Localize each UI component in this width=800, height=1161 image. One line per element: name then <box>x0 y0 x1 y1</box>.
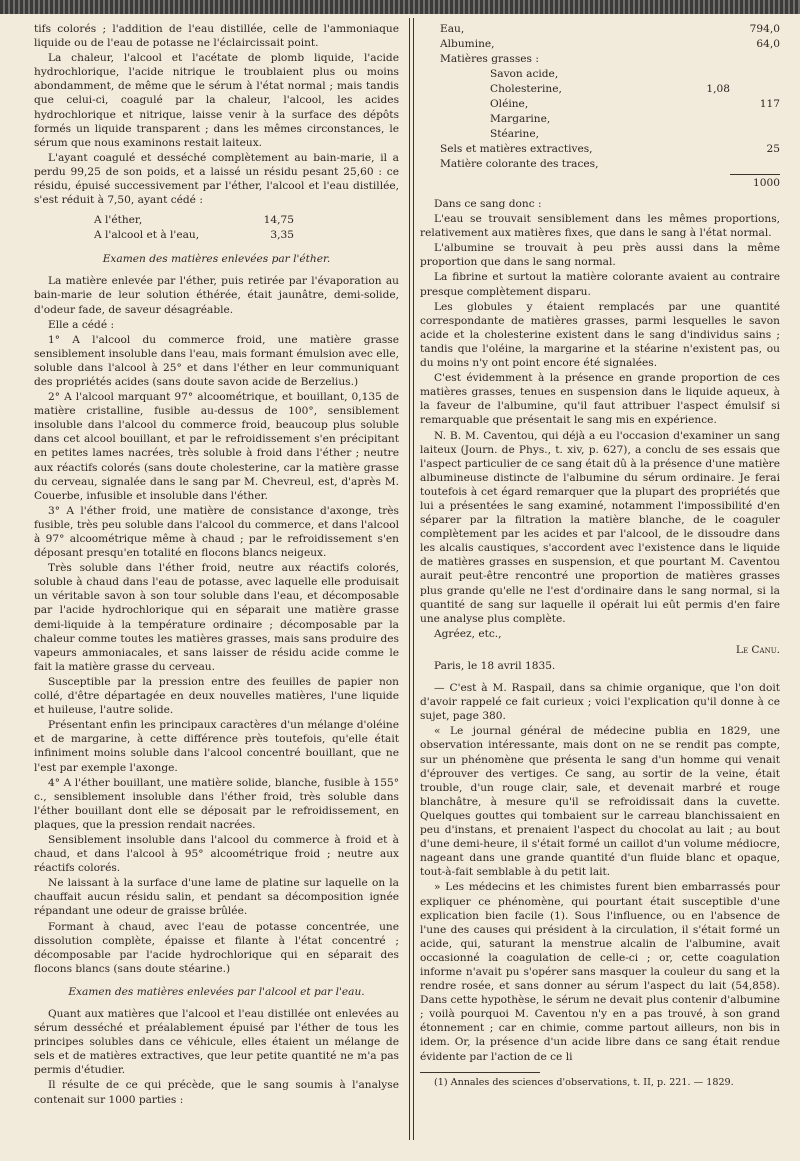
table-value: 117 <box>759 98 780 110</box>
paragraph: L'eau se trouvait sensiblement dans les mêmes proportions, relativement aux matières fixes, que dans le sang à l'état normal. <box>420 213 780 240</box>
paragraph: C'est évidemment à la présence en grande proportion de ces matières grasses, tenues en suspension dans le liquide aqueux, à la faveur de l'albumine, qu'il faut attribuer l'aspect émulsif si remarquable que présentait le sang mis en expérience. <box>420 372 780 427</box>
table-label: Matières grasses : <box>440 53 539 65</box>
residue-label: A l'éther, <box>94 214 143 227</box>
paragraph: Ne laissant à la surface d'une lame de platine sur laquelle on la chauffait aucun résidu salin, et pendant sa décomposition ignée répandant une odeur de graisse brûlée. <box>34 877 399 918</box>
table-label: Margarine, <box>490 113 551 125</box>
section-heading: Examen des matières enlevées par l'éther. <box>102 253 331 266</box>
paragraph: La fibrine et surtout la matière colorante avaient au contraire presque complètement disparu. <box>420 271 780 298</box>
table-label: Cholesterine, <box>490 83 562 95</box>
paragraph: Elle a cédé : <box>48 318 115 331</box>
table-value: 794,0 <box>749 23 780 35</box>
table-label: Savon acide, <box>490 68 559 80</box>
paragraph: La chaleur, l'alcool et l'acétate de plomb liquide, l'acide hydrochlorique, l'acide nitrique le troublaient plus ou moins abondamment, de même que le sérum à l'état normal ; mais tandis que celui-ci, coagulé par la chaleur, l'alcool, les acides hydrochlorique et nitrique, laisse venir à la surface des dépôts formés un liquide transparent ; dans les mêmes circonstances, le sérum que nous examinons restait laiteux. <box>34 52 399 149</box>
paragraph: Quant aux matières que l'alcool et l'eau distillée ont enlevées au sérum desséché et préalablement épuisé par l'éther de tous les principes solubles dans ce véhicule, elles étaient un mélange de sels et de matières extractives, que leur petite quantité ne m'a pas permis d'étudier. <box>34 1008 399 1077</box>
paragraph: N. B. M. Caventou, qui déjà a eu l'occasion d'examiner un sang laiteux (Journ. de Phys., t. xiv, p. 627), a conclu de ses essais que l'aspect particulier de ce sang était dû à la présence d'une matière albumineuse distincte de l'albumine du sérum ordinaire. Je ferai toutefois à cet égard remarquer que la plupart des propriétés que lui a présentées le sang examiné, notamment l'impossibilité d'en séparer par la filtration la matière blanche, de le coaguler complètement par les acides et par l'alcool, de le dissoudre dans les alcalis caustiques, s'accordent avec l'existence dans le liquide de matières grasses en suspension, et que pourtant M. Caventou aurait peut-être rencontré une proportion de matières grasses plus grande qu'elle ne l'est d'ordinaire dans le sang normal, si la quantité de sang sur laquelle il opérait lui eût permis d'en faire une analyse plus complète. <box>420 429 780 625</box>
footnote-rule <box>420 1072 540 1073</box>
signature: Le Canu. <box>735 643 780 656</box>
residue-table <box>94 213 294 243</box>
paragraph: L'ayant coagulé et desséché complètement au bain-marie, il a perdu 99,25 de son poids, et a laissé un résidu pesant 25,60 : ce résidu, épuisé successivement par l'éther, l'alcool et l'eau distillée, s'est réduit à 7,50, ayant cédé : <box>34 151 399 207</box>
paragraph: Susceptible par la pression entre des feuilles de papier non collé, d'être départagée en deux nouvelles matières, l'une liquide et huileuse, l'autre solide. <box>34 675 399 717</box>
paragraph: La matière enlevée par l'éther, puis retirée par l'évaporation au bain-marie de leur solution éthérée, était jaunâtre, demi-solide, d'odeur fade, de saveur désagréable. <box>34 275 399 316</box>
top-border <box>0 0 800 14</box>
paragraph: 4° A l'éther bouillant, une matière solide, blanche, fusible à 155° c., sensiblement insoluble dans l'éther froid, très soluble dans l'éther bouillant dont elle se déposait par le refroidissement, en plaques, que la pression rendait nacrées. <box>34 776 399 831</box>
dateline: Paris, le 18 avril 1835. <box>434 660 556 672</box>
paragraph: 3° A l'éther froid, une matière de consistance d'axonge, très fusible, très peu soluble dans l'alcool du commerce, et dans l'alcool à 97° alcoométrique même à chaud ; par le refroidissement s'en déposant presqu'en totalité en flocons blancs neigeux. <box>34 504 399 560</box>
paragraph: Formant à chaud, avec l'eau de potasse concentrée, une dissolution complète, épaisse et filante à l'état concentré ; décomposable par l'acide hydrochlorique qui en séparait des flocons blancs (sans doute stéarine.) <box>34 920 399 975</box>
left-column <box>34 22 399 1132</box>
composition-table <box>420 22 780 191</box>
paragraph: — C'est à M. Raspail, dans sa chimie organique, que l'on doit d'avoir rappelé ce fait curieux ; voici l'explication qu'il donne à ce sujet, page 380. <box>420 682 780 723</box>
table-label: Matière colorante des traces, <box>440 158 599 170</box>
paragraph: tifs colorés ; l'addition de l'eau distillée, celle de l'ammoniaque liquide ou de l'eau de potasse ne l'éclaircissait point. <box>34 23 399 50</box>
paragraph: Très soluble dans l'éther froid, neutre aux réactifs colorés, soluble à chaud dans l'eau de potasse, avec laquelle elle produisait un véritable savon à son tour soluble dans l'eau, et décomposable par l'acide hydrochlorique qui en séparait une matière grasse demi-liquide à la température ordinaire ; décomposable par la chaleur comme toutes les matières grasses, mais sans produire des vapeurs ammoniacales, et sans laisser de résidu acide comme le fait la matière grasse du cerveau. <box>34 562 399 673</box>
table-value: 64,0 <box>756 38 780 50</box>
right-column <box>420 22 780 1142</box>
table-value: 1,08 <box>706 83 730 95</box>
table-label: Albumine, <box>440 38 495 50</box>
paragraph: 2° A l'alcool marquant 97° alcoométrique, et bouillant, 0,135 de matière cristalline, fusible au-dessus de 100°, sensiblement insoluble dans l'alcool du commerce froid, beaucoup plus soluble dans cet alcool bouillant, et par le refroidissement s'en précipitant en petites lames nacrées, très soluble à froid dans l'éther ; neutre aux réactifs colorés (sans doute cholesterine, car la matière grasse du cerveau, signalée dans le sang par M. Chevreul, est, d'après M. Couerbe, infusible et insoluble dans l'éther. <box>34 391 399 502</box>
paragraph: L'albumine se trouvait à peu près aussi dans la même proportion que dans le sang normal. <box>420 242 780 269</box>
residue-value: 14,75 <box>263 214 294 227</box>
table-total: 1000 <box>753 177 780 189</box>
table-label: Oléine, <box>490 98 529 110</box>
paragraph: Les globules y étaient remplacés par une quantité correspondante de matières grasses, parmi lesquelles le savon acide et la cholesterine existent dans le sang d'individus sains ; tandis que l'oléine, la margarine et la stéarine n'existent pas, ou du moins n'y ont point encore été signalées. <box>420 300 780 370</box>
paragraph: « Le journal général de médecine publia en 1829, une observation intéressante, mais dont on ne se rendit pas compte, sur un phénomène que présenta le sang d'un homme qui venait d'éprouver des vertiges. Ce sang, au sortir de la veine, était trouble, d'un rouge clair, sale, et devenait marbré et rouge blanchâtre, à mesure qu'il se refroidissait dans la cuvette. Quelques gouttes qui tombaient sur le carreau blanchissaient en peu d'instans, et prenaient l'aspect du chocolat au lait ; au bout d'une demi-heure, il s'était formé un caillot d'un volume médiocre, nageant dans une grande quantité d'un fluide blanc et opaque, tout-à-fait semblable à du petit lait. <box>420 725 780 879</box>
paragraph: Il résulte de ce qui précède, que le sang soumis à l'analyse contenait sur 1000 parties : <box>34 1079 399 1106</box>
section-heading: Examen des matières enlevées par l'alcool et par l'eau. <box>68 985 365 998</box>
table-label: Stéarine, <box>490 128 540 140</box>
table-label: Eau, <box>440 23 465 35</box>
paragraph: Agréez, etc., <box>434 627 502 640</box>
table-value: 25 <box>766 143 780 155</box>
paragraph: Dans ce sang donc : <box>434 198 542 210</box>
residue-value: 3,35 <box>270 229 294 242</box>
paragraph: » Les médecins et les chimistes furent bien embarrassés pour expliquer ce phénomène, qui pourtant était susceptible d'une explication bien facile (1). Sous l'influence, ou en l'absence de l'une des causes qui président à la circulation, il s'était formé un acide, qui, saturant la menstrue alcalin de l'albumine, avait occasionné la coagulation de celle-ci ; or, cette coagulation informe n'avait pu s'opérer sans masquer la couleur du sang et la rendre rosée, et sans donner au sérum l'aspect du lait (54,858). Dans cette hypothèse, le sérum ne devait plus contenir d'albumine ; voilà pourquoi M. Caventou n'y en a pas trouvé, à son grand étonnement ; car en chimie, comme partout ailleurs, non bis in idem. Or, la présence d'un acide libre dans ce sang était rendue évidente par l'action de ce li <box>420 881 780 1063</box>
residue-label: A l'alcool et à l'eau, <box>94 229 200 242</box>
footnote: (1) Annales des sciences d'observations, t. II, p. 221. — 1829. <box>434 1076 734 1088</box>
paragraph: Présentant enfin les principaux caractères d'un mélange d'oléine et de margarine, à cette différence près toutefois, qu'elle était infiniment moins soluble dans l'alcool concentré bouillant, que ne l'est par exemple l'axonge. <box>34 719 399 774</box>
paragraph: 1° A l'alcool du commerce froid, une matière grasse sensiblement insoluble dans l'eau, mais formant émulsion avec elle, soluble dans l'alcool à 25° et dans l'éther en leur communiquant des propriétés acides (sans doute savon acide de Berzelius.) <box>34 333 399 388</box>
column-divider <box>409 18 414 1140</box>
table-label: Sels et matières extractives, <box>440 143 593 155</box>
paragraph: Sensiblement insoluble dans l'alcool du commerce à froid et à chaud, et dans l'alcool à 95° alcoométrique froid ; neutre aux réactifs colorés. <box>34 833 399 875</box>
